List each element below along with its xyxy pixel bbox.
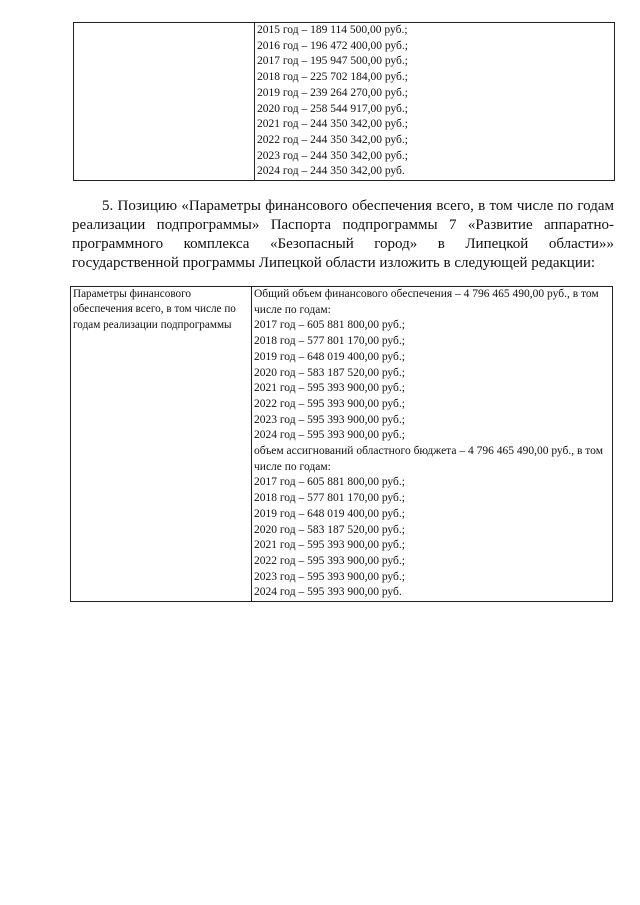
year-line: 2018 год – 225 702 184,00 руб.; [257,71,408,84]
year-line: 2023 год – 595 393 900,00 руб.; [254,570,405,583]
paragraph-text: 5. Позицию «Параметры финансового обеспечения всего, в том числе по годам реализации подпрограммы» Паспорта подпрограммы 7 «Развитие аппаратно-программного комплекса «Безопасный город» в Липецкой области»» государственной программы Липецкой области изложить в следующей редакции: [72,198,614,271]
funding-years-cell [255,23,615,181]
funding-table-top [73,22,615,181]
year-line: 2024 год – 595 393 900,00 руб.; [254,429,405,442]
year-line: 2022 год – 595 393 900,00 руб.; [254,554,405,567]
parameters-label: Параметры финансового обеспечения всего, в том числе по годам реализации подпрограммы [73,288,236,331]
year-line: 2021 год – 244 350 342,00 руб.; [257,118,408,131]
funding-table-new [70,286,613,602]
year-line: 2019 год – 648 019 400,00 руб.; [254,507,405,520]
year-line: 2016 год – 196 472 400,00 руб.; [257,39,408,52]
year-line: 2017 год – 605 881 800,00 руб.; [254,476,405,489]
amendment-paragraph [72,197,614,273]
year-line: 2017 год – 195 947 500,00 руб.; [257,55,408,68]
year-line: 2022 год – 244 350 342,00 руб.; [257,133,408,146]
year-line: 2022 год – 595 393 900,00 руб.; [254,397,405,410]
funding-details-cell [252,287,613,602]
year-line: 2024 год – 595 393 900,00 руб. [254,586,402,599]
year-line: 2020 год – 583 187 520,00 руб.; [254,366,405,379]
parameters-label-cell [71,287,252,602]
year-line: 2020 год – 583 187 520,00 руб.; [254,523,405,536]
year-line: 2021 год – 595 393 900,00 руб.; [254,539,405,552]
year-line: 2018 год – 577 801 170,00 руб.; [254,335,405,348]
year-line: 2015 год – 189 114 500,00 руб.; [257,24,408,36]
year-line: 2019 год – 648 019 400,00 руб.; [254,350,405,363]
total-funding-line: Общий объем финансового обеспечения – 4 796 465 490,00 руб., в том числе по годам: [254,288,599,316]
year-line: 2023 год – 595 393 900,00 руб.; [254,413,405,426]
year-line: 2024 год – 244 350 342,00 руб. [257,165,405,178]
regional-budget-line: объем ассигнований областного бюджета – 4 796 465 490,00 руб., в том числе по годам: [254,445,603,473]
year-line: 2018 год – 577 801 170,00 руб.; [254,492,405,505]
year-line: 2023 год – 244 350 342,00 руб.; [257,149,408,162]
table-empty-cell [74,23,255,181]
year-line: 2019 год – 239 264 270,00 руб.; [257,86,408,99]
year-line: 2020 год – 258 544 917,00 руб.; [257,102,408,115]
year-line: 2021 год – 595 393 900,00 руб.; [254,382,405,395]
year-line: 2017 год – 605 881 800,00 руб.; [254,319,405,332]
